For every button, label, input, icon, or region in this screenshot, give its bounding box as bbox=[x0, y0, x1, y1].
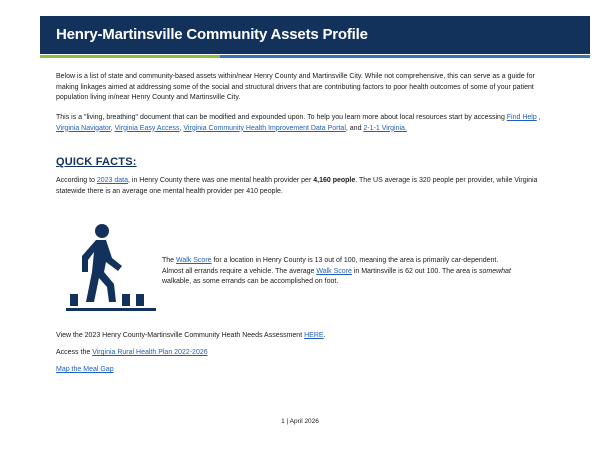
fact-text: , in Henry County there was one mental health provider per bbox=[128, 177, 314, 184]
walk-text: walkable, as some errands can be accomplished on foot. bbox=[162, 278, 339, 285]
walk-score-fact bbox=[162, 256, 512, 288]
accent-stripe-blue bbox=[220, 55, 590, 58]
vchi-data-portal-link[interactable]: Virginia Community Health Improvement Data Portal bbox=[183, 124, 346, 132]
assessment-text: View the 2023 Henry County-Martinsville Community Heath Needs Assessment bbox=[56, 332, 305, 339]
separator: , and bbox=[345, 124, 364, 132]
pedestrian-crossing-icon bbox=[66, 222, 156, 312]
provider-ratio: 4,160 people bbox=[313, 177, 356, 184]
walk-score-link[interactable]: Walk Score bbox=[176, 257, 212, 264]
assessment-text: . bbox=[323, 332, 326, 339]
map-the-meal-gap-link[interactable]: Map the Meal Gap bbox=[56, 366, 114, 373]
page-footer: 1 | April 2026 bbox=[281, 418, 319, 425]
assessment-here-link[interactable]: HERE bbox=[304, 332, 324, 339]
separator: , bbox=[179, 124, 184, 132]
intro-paragraph: Below is a list of state and community-based assets within/near Henry County and Martinsville City. While not comprehensive, this can serve as a guide for making linkages aimed at addressing some of the social and structural drivers that are contributing factors to poor health outcomes of some of your patient population living in/near Henry County and Martinsville City. bbox=[56, 73, 535, 101]
rural-plan-line bbox=[56, 348, 208, 358]
walk-text: The bbox=[162, 257, 177, 264]
page-title: Henry-Martinsville Community Assets Profile bbox=[56, 26, 368, 43]
mental-health-fact bbox=[56, 176, 556, 197]
find-help-link[interactable]: Find Help bbox=[506, 114, 537, 121]
resources-paragraph bbox=[56, 113, 556, 134]
header-banner bbox=[40, 16, 590, 54]
fact-text: According to bbox=[56, 177, 97, 184]
quick-facts-heading: QUICK FACTS: bbox=[56, 156, 137, 168]
2023-data-link[interactable]: 2023 data bbox=[96, 177, 129, 184]
plan-text: Access the bbox=[56, 349, 93, 356]
walk-score-link-martinsville[interactable]: Walk Score bbox=[316, 267, 352, 275]
two-one-one-link[interactable]: 2-1-1 Virginia. bbox=[363, 124, 407, 132]
walk-text: in Martinsville is 62 out 100. The area is bbox=[351, 267, 479, 275]
separator: , bbox=[536, 114, 541, 121]
fact-text: . The US average is 320 people per provider, while Virginia statewide there is an average one mental health provider per 410 people. bbox=[56, 177, 538, 195]
assessment-line bbox=[56, 331, 326, 341]
rural-health-plan-link[interactable]: Virginia Rural Health Plan 2022-2026 bbox=[92, 349, 208, 356]
virginia-easy-access-link[interactable]: Virginia Easy Access bbox=[114, 124, 180, 132]
accent-stripe-green bbox=[40, 55, 220, 58]
meal-gap-line bbox=[56, 365, 114, 375]
walk-text: for a location in Henry County is 13 out of 100, meaning the area is primarily car-dependent. Almost all errands require a vehicle. The average bbox=[162, 257, 499, 275]
virginia-navigator-link[interactable]: Virginia Navigator bbox=[56, 124, 111, 132]
resources-text: This is a "living, breathing" document that can be modified and expounded upon. To help you learn more about local resources start by accessing bbox=[56, 114, 507, 121]
separator: , bbox=[110, 124, 115, 132]
emphasis-text: somewhat bbox=[478, 267, 511, 275]
